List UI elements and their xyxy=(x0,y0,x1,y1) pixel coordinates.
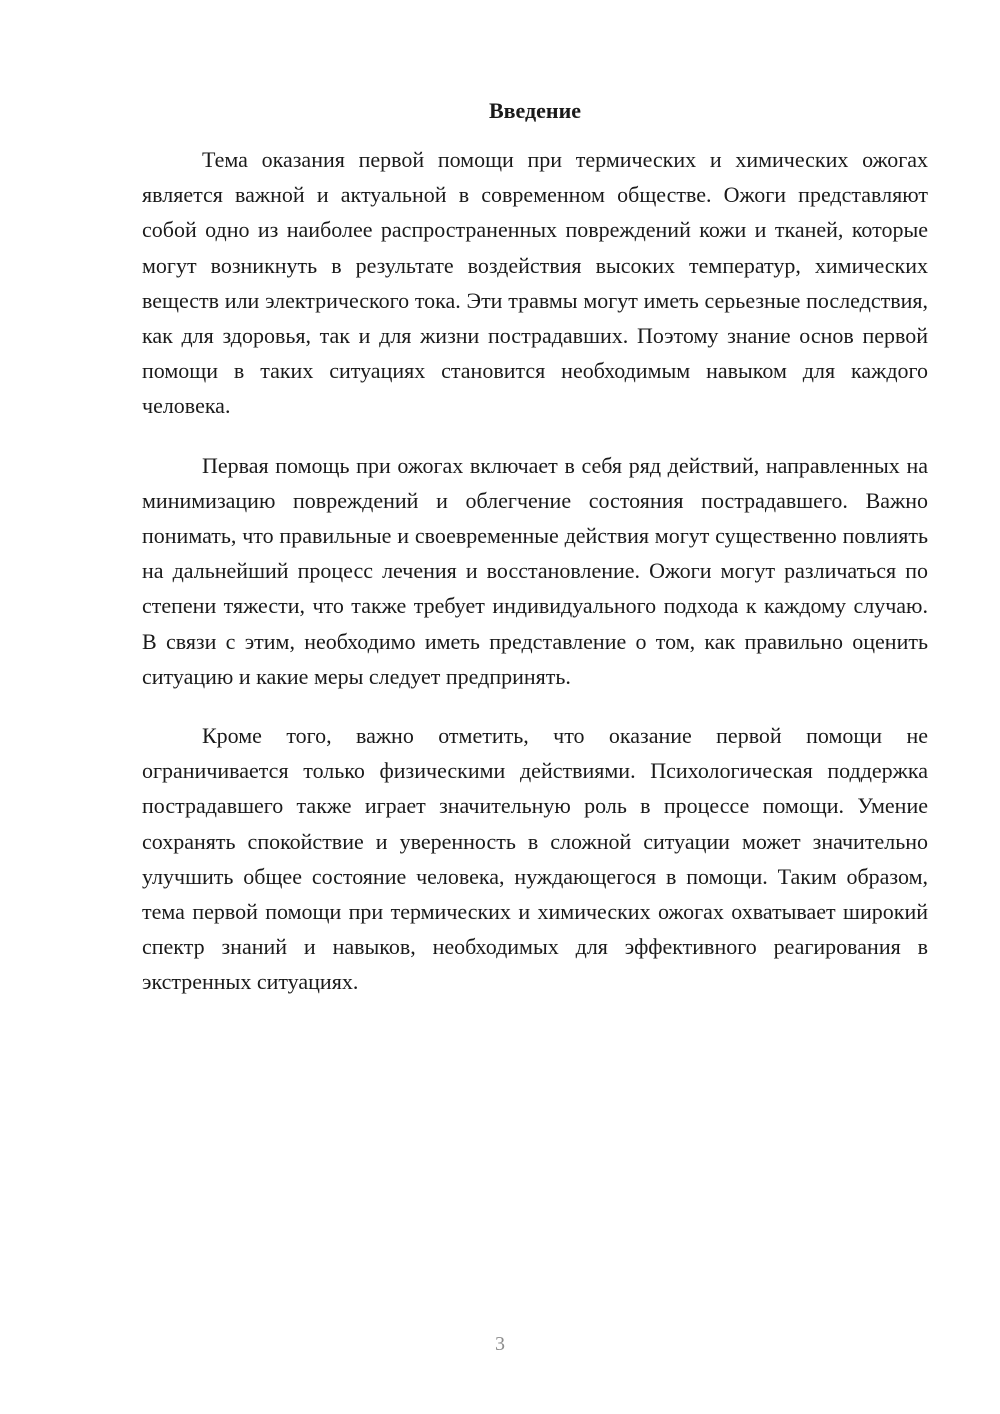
paragraph-2: Первая помощь при ожогах включает в себя ряд действий, направленных на минимизацию повреждений и облегчение состояния пострадавшего. Важно понимать, что правильные и своевременные действия могут существенно повлиять на дальнейший процесс лечения и восстановление. Ожоги могут различаться по степени тяжести, что также требует индивидуального подхода к каждому случаю. В связи с этим, необходимо иметь представление о том, как правильно оценить ситуацию и какие меры следует предпринять. xyxy=(142,452,928,689)
body-text xyxy=(142,142,928,1024)
paragraph-1: Тема оказания первой помощи при термических и химических ожогах является важной и актуальной в современном обществе. Ожоги представляют собой одно из наиболее распространенных повреждений кожи и тканей, которые могут возникнуть в результате воздействия высоких температур, химических веществ или электрического тока. Эти травмы могут иметь серьезные последствия, как для здоровья, так и для жизни пострадавших. Поэтому знание основ первой помощи в таких ситуациях становится необходимым навыком для каждого человека. xyxy=(142,147,928,419)
section-heading: Введение xyxy=(488,98,582,123)
page-number: 3 xyxy=(495,1333,505,1355)
paragraph-3: Кроме того, важно отметить, что оказание первой помощи не ограничивается только физическими действиями. Психологическая поддержка пострадавшего также играет значительную роль в процессе помощи. Умение сохранять спокойствие и уверенность в сложной ситуации может значительно улучшить общее состояние человека, нуждающегося в помощи. Таким образом, тема первой помощи при термических и химических ожогах охватывает широкий спектр знаний и навыков, необходимых для эффективного реагирования в экстренных ситуациях. xyxy=(142,723,928,995)
